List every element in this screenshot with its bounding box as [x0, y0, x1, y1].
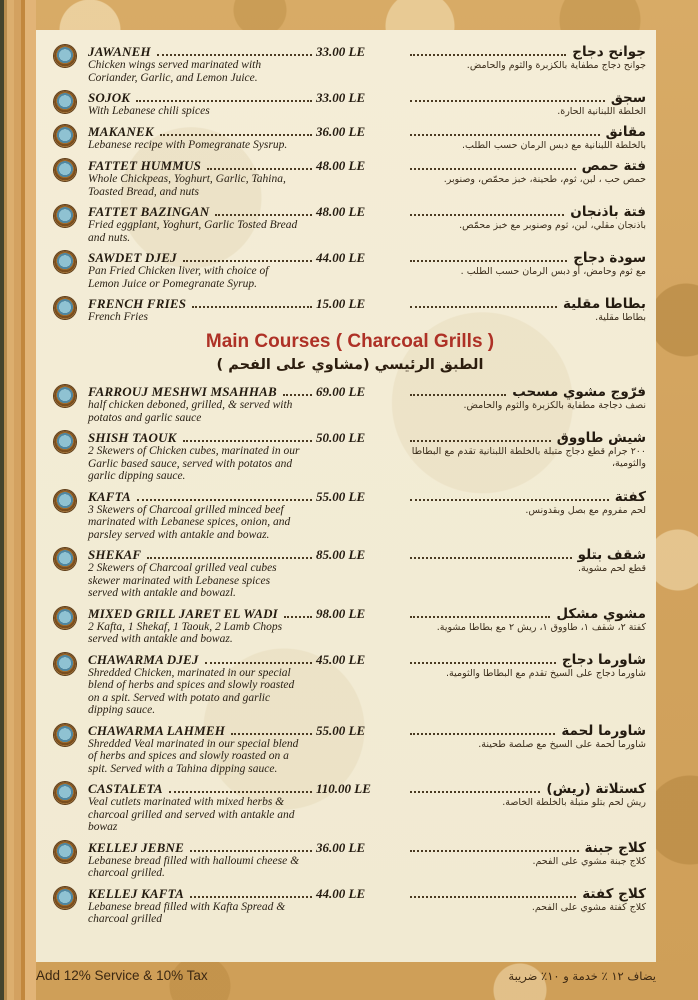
item-desc-ar: كلاج جبنة مشوي على الفحم.	[532, 855, 646, 867]
item-english-column	[88, 296, 316, 324]
item-desc-ar: كلاج كفتة مشوي على الفحم.	[531, 901, 646, 913]
item-name-ar: سجق	[610, 90, 646, 106]
item-desc-en: French Fries	[88, 311, 148, 323]
item-name-ar: فرّوج مشوي مسحب	[512, 384, 646, 400]
item-arabic-column	[408, 44, 646, 72]
item-arabic-column	[408, 840, 646, 868]
item-english-column	[88, 90, 316, 118]
dotted-leader	[190, 848, 312, 852]
dotted-leader	[183, 258, 312, 262]
restaurant-logo-medallion-icon	[54, 490, 76, 512]
restaurant-logo-medallion-icon	[54, 782, 76, 804]
dotted-leader	[147, 555, 312, 559]
item-english-column	[88, 204, 316, 244]
item-price: 85.00 LE	[316, 547, 366, 562]
dotted-leader	[283, 392, 312, 396]
dotted-leader	[136, 98, 312, 102]
item-desc-en: 3 Skewers of Charcoal grilled minced beef marinated with Lebanese spices, onion, and parsley served with antakle and bowaz.	[88, 503, 291, 541]
item-desc-en: 2 Kafta, 1 Shekaf, 1 Taouk, 2 Lamb Chops served with antakle and bowaz.	[88, 620, 283, 645]
item-price: 55.00 LE	[316, 722, 366, 738]
menu-item	[54, 158, 646, 198]
item-desc-ar: الخلطة اللبنانية الحارة.	[557, 106, 646, 117]
menu-item	[54, 652, 646, 717]
item-desc-ar: بطاطا مقلية.	[595, 312, 646, 323]
item-arabic-column	[408, 547, 646, 575]
item-name-ar: مقانق	[605, 124, 646, 140]
menu-section-main-courses	[54, 384, 646, 926]
dotted-leader	[157, 52, 312, 56]
item-arabic-column	[408, 158, 646, 186]
item-desc-ar: لحم مفروم مع بصل وبقدونس.	[525, 504, 646, 516]
item-desc-en: Shredded Veal marinated in our special blend of herbs and spices and slowly roasted on a spit. Served with a Tahina dipping sauce.	[88, 737, 299, 775]
item-name-en: CASTALETA	[88, 781, 163, 796]
menu-item	[54, 296, 646, 324]
item-price: 50.00 LE	[316, 430, 366, 445]
item-desc-en: 2 Skewers of Charcoal grilled veal cubes skewer marinated with Lebanese spices served with antakle and bowazl.	[88, 562, 277, 599]
menu-item	[54, 44, 646, 84]
item-desc-ar: بالخلطة اللبنانية مع دبس الرمان حسب الطلب.	[462, 140, 646, 151]
item-name-en: KELLEJ JEBNE	[88, 839, 184, 855]
menu-item	[54, 547, 646, 600]
item-desc-en: Chicken wings served marinated with Coriander, Garlic, and Lemon Juice.	[88, 59, 262, 84]
item-english-column	[88, 124, 316, 152]
item-desc-ar: مع ثوم وحامض، أو دبس الرمان حسب الطلب .	[460, 266, 646, 277]
item-english-column	[88, 652, 316, 717]
dotted-leader	[410, 132, 600, 136]
dotted-leader	[207, 166, 312, 170]
menu-item	[54, 489, 646, 542]
item-name-ar: فتة باذنجان	[570, 204, 646, 220]
dotted-leader	[410, 894, 576, 898]
menu-item	[54, 840, 646, 880]
dotted-leader	[205, 660, 312, 664]
dotted-leader	[160, 132, 312, 136]
dotted-leader	[410, 848, 579, 852]
item-arabic-column	[408, 384, 646, 412]
item-name-ar: شيش طاووق	[556, 430, 646, 446]
item-english-column	[88, 723, 316, 776]
item-desc-ar: كفتة ٢، شقف ١، طاووق ١، ريش ٢ مع بطاطا مشوية.	[436, 621, 646, 633]
restaurant-logo-medallion-icon	[54, 159, 76, 181]
item-price: 69.00 LE	[316, 384, 366, 399]
item-arabic-column	[408, 886, 646, 914]
restaurant-logo-medallion-icon	[54, 887, 76, 909]
item-desc-en: Whole Chickpeas, Yoghurt, Garlic, Tahina, Toasted Bread, and nuts	[88, 173, 286, 198]
item-name-en: SHEKAF	[88, 547, 142, 562]
item-price: 98.00 LE	[316, 605, 366, 621]
footer	[36, 968, 656, 983]
item-name-ar: بطاطا مقلية	[562, 296, 646, 312]
dotted-leader	[183, 438, 312, 442]
item-name-en: SAWDET DJEJ	[88, 250, 177, 265]
item-desc-en: Pan Fried Chicken liver, with choice of Lemon Juice or Pomegranate Syrup.	[88, 265, 269, 290]
item-name-ar: شاورما لحمة	[561, 722, 646, 739]
item-english-column	[88, 44, 316, 84]
section-heading-ar: الطبق الرئيسي (مشاوي على الفحم )	[216, 357, 484, 373]
item-english-column	[88, 489, 316, 542]
restaurant-logo-medallion-icon	[54, 385, 76, 407]
item-english-column	[88, 158, 316, 198]
dotted-leader	[410, 660, 556, 664]
item-desc-ar: قطع لحم مشوية.	[577, 563, 646, 574]
dotted-leader	[231, 731, 312, 735]
item-name-ar: كستلاتة (ريش)	[546, 781, 646, 797]
dotted-leader	[410, 555, 572, 559]
menu-item	[54, 430, 646, 483]
item-name-ar: سودة دجاج	[573, 250, 646, 266]
restaurant-logo-medallion-icon	[54, 548, 76, 570]
item-price: 33.00 LE	[316, 44, 366, 59]
dotted-leader	[410, 497, 609, 501]
item-price: 44.00 LE	[316, 885, 366, 901]
item-name-en: FATTET BAZINGAN	[88, 204, 210, 219]
dotted-leader	[190, 894, 312, 898]
item-desc-ar: نصف دجاجة مطفاية بالكزبرة والثوم والحامض.	[463, 400, 646, 411]
item-name-en: MAKANEK	[88, 124, 154, 139]
dotted-leader	[410, 614, 550, 618]
item-english-column	[88, 840, 316, 880]
item-arabic-column	[408, 430, 646, 470]
dotted-leader	[410, 166, 576, 170]
item-name-ar: كلاج كفتة	[582, 885, 646, 902]
item-desc-en: Shredded Chicken, marinated in our special blend of herbs and spices and slowly roasted on a spit. Served with potato and garlic dipping sauce.	[88, 666, 295, 716]
item-arabic-column	[408, 90, 646, 118]
item-arabic-column	[408, 250, 646, 278]
item-desc-ar: شاورما دجاج على السيخ تقدم مع البطاطا والثومية.	[446, 667, 646, 679]
dotted-leader	[169, 789, 312, 793]
dotted-leader	[410, 212, 564, 216]
item-name-en: SOJOK	[88, 90, 131, 105]
item-desc-ar: شاورما لحمة على السيخ مع صلصة طحينة.	[478, 738, 646, 750]
item-desc-en: Veal cutlets marinated with mixed herbs & charcoal grilled and served with antakle and bowaz	[88, 796, 295, 833]
item-desc-ar: جوانح دجاج مطفاية بالكزبرة والثوم والحامض.	[466, 60, 646, 71]
item-name-en: CHAWARMA DJEJ	[88, 651, 199, 667]
restaurant-logo-medallion-icon	[54, 251, 76, 273]
item-english-column	[88, 781, 316, 834]
service-tax-note-en: Add 12% Service & 10% Tax	[36, 968, 208, 983]
restaurant-logo-medallion-icon	[54, 125, 76, 147]
menu-item	[54, 723, 646, 776]
service-tax-note-ar: يضاف ١٢ ٪ خدمة و ١٠٪ ضريبة	[508, 969, 656, 983]
item-desc-en: half chicken deboned, grilled, & served with potatos and garlic sauce	[88, 399, 293, 424]
item-name-ar: شقف بتلو	[577, 547, 646, 563]
restaurant-logo-medallion-icon	[54, 841, 76, 863]
menu-section-starters	[54, 44, 646, 324]
item-price: 36.00 LE	[316, 124, 366, 139]
item-desc-ar: باذنجان مقلي، لبن، ثوم وصنوبر مع خبز محمّص.	[459, 220, 646, 231]
menu-item	[54, 606, 646, 646]
item-desc-en: Lebanese bread filled with halloumi cheese & charcoal grilled.	[88, 854, 300, 879]
restaurant-logo-medallion-icon	[54, 431, 76, 453]
restaurant-logo-medallion-icon	[54, 91, 76, 113]
item-desc-en: Fried eggplant, Yoghurt, Garlic Tosted Bread and nuts.	[88, 219, 298, 244]
restaurant-logo-medallion-icon	[54, 607, 76, 629]
item-price: 110.00 LE	[316, 781, 371, 796]
menu-item	[54, 204, 646, 244]
item-desc-ar: حمص حب ، لبن، ثوم، طحينة، خبز محمّص، وصنوبر.	[443, 174, 646, 185]
dotted-leader	[192, 304, 312, 308]
restaurant-logo-medallion-icon	[54, 724, 76, 746]
item-english-column	[88, 886, 316, 926]
item-name-ar: شاورما دجاج	[561, 651, 646, 668]
item-name-ar: جوانح دجاج	[572, 44, 646, 60]
item-name-en: MIXED GRILL JARET EL WADI	[88, 605, 278, 621]
item-name-en: KELLEJ KAFTA	[88, 885, 184, 901]
menu-item	[54, 90, 646, 118]
item-desc-ar: ريش لحم بتلو متبلة بالخلطة الخاصة.	[502, 797, 646, 808]
item-arabic-column	[408, 124, 646, 152]
item-desc-en: 2 Skewers of Chicken cubes, marinated in our Garlic based sauce, served with potatos and garlic dipping sauce.	[88, 445, 300, 482]
item-name-en: FARROUJ MESHWI MSAHHAB	[88, 384, 277, 399]
item-english-column	[88, 250, 316, 290]
dotted-leader	[410, 731, 555, 735]
item-name-ar: فتة حمص	[581, 158, 646, 174]
dotted-leader	[410, 392, 506, 396]
dotted-leader	[284, 614, 312, 618]
item-english-column	[88, 547, 316, 600]
menu-item	[54, 124, 646, 152]
item-name-en: JAWANEH	[88, 44, 151, 59]
item-arabic-column	[408, 296, 646, 324]
item-desc-en: With Lebanese chili spices	[88, 105, 210, 117]
item-name-en: CHAWARMA LAHMEH	[88, 722, 226, 738]
restaurant-logo-medallion-icon	[54, 297, 76, 319]
item-price: 48.00 LE	[316, 158, 366, 173]
restaurant-logo-medallion-icon	[54, 205, 76, 227]
dotted-leader	[410, 789, 540, 793]
item-arabic-column	[408, 723, 646, 751]
item-arabic-column	[408, 489, 646, 517]
menu-item	[54, 781, 646, 834]
item-name-ar: مشوي مشكل	[556, 605, 646, 622]
restaurant-logo-medallion-icon	[54, 653, 76, 675]
item-english-column	[88, 430, 316, 483]
item-price: 15.00 LE	[316, 296, 366, 311]
item-name-en: FRENCH FRIES	[88, 296, 187, 311]
item-arabic-column	[408, 606, 646, 634]
section-heading-en: Main Courses ( Charcoal Grills )	[205, 331, 495, 352]
section-heading	[54, 330, 646, 376]
item-name-ar: كفتة	[614, 488, 646, 505]
dotted-leader	[410, 52, 566, 56]
item-price: 33.00 LE	[316, 90, 366, 105]
item-price: 48.00 LE	[316, 204, 366, 219]
item-price: 36.00 LE	[316, 839, 366, 855]
dotted-leader	[137, 497, 312, 501]
item-price: 44.00 LE	[316, 250, 366, 265]
item-english-column	[88, 606, 316, 646]
item-arabic-column	[408, 652, 646, 680]
menu-item	[54, 250, 646, 290]
item-price: 55.00 LE	[316, 488, 366, 504]
page-binding-edge	[0, 0, 36, 1000]
dotted-leader	[215, 212, 312, 216]
dotted-leader	[410, 438, 551, 442]
item-name-ar: كلاج جبنة	[584, 839, 646, 856]
item-desc-ar: ٢٠٠ جرام قطع دجاج متبلة بالخلطة اللبنانية تقدم مع البطاطا والثومية،	[411, 446, 646, 469]
dotted-leader	[410, 258, 567, 262]
item-name-en: SHISH TAOUK	[88, 430, 177, 445]
menu-item	[54, 886, 646, 926]
item-arabic-column	[408, 204, 646, 232]
item-name-en: KAFTA	[88, 488, 131, 504]
item-price: 45.00 LE	[316, 651, 366, 667]
item-desc-en: Lebanese recipe with Pomegranate Sysrup.	[88, 139, 288, 151]
restaurant-logo-medallion-icon	[54, 45, 76, 67]
item-desc-en: Lebanese bread filled with Kafta Spread & charcoal grilled	[88, 900, 286, 925]
dotted-leader	[410, 98, 605, 102]
menu-panel	[36, 30, 656, 962]
item-arabic-column	[408, 781, 646, 809]
menu-item	[54, 384, 646, 424]
dotted-leader	[410, 304, 557, 308]
item-name-en: FATTET HUMMUS	[88, 158, 202, 173]
item-english-column	[88, 384, 316, 424]
